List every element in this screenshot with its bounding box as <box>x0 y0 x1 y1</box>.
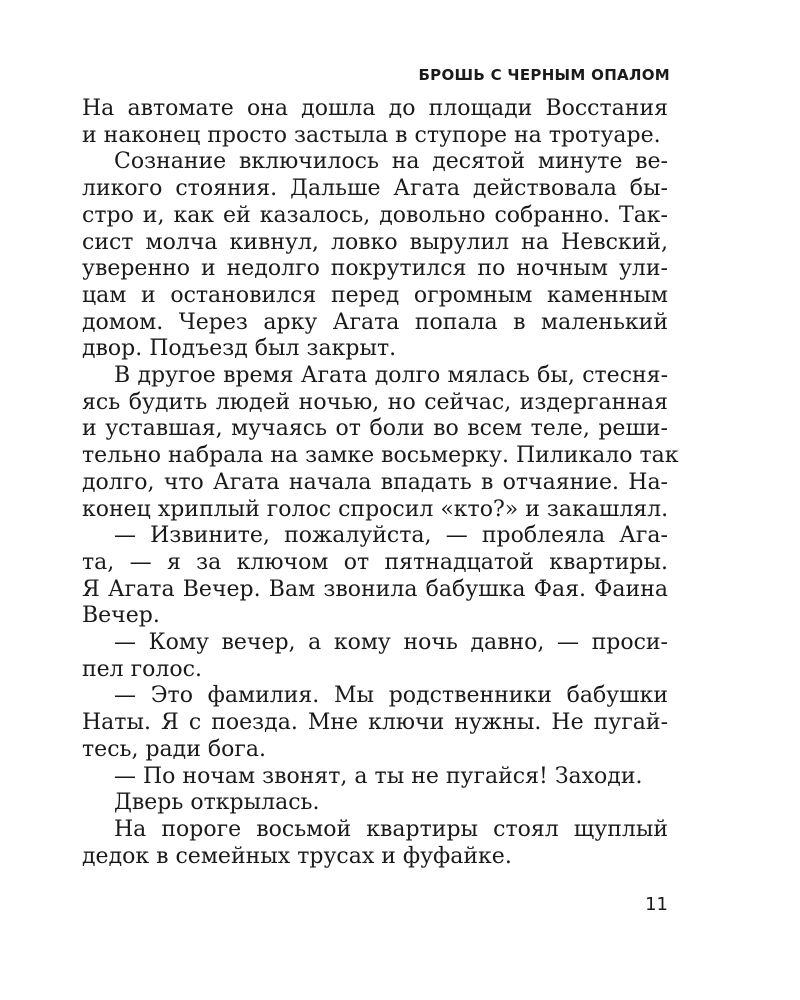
text-line: Сознание включилось на десятой минуте ве- <box>114 149 668 175</box>
text-line: Дверь открылась. <box>114 790 320 816</box>
text-line: и уставшая, мучаясь от боли во всем теле, реши- <box>82 416 668 442</box>
text-line: конец хриплый голос спросил «кто?» и закашлял. <box>82 496 669 522</box>
text-line: уверенно и недолго покрутился по ночным ули- <box>82 256 668 282</box>
text-line: Вечер. <box>82 603 160 629</box>
text-line: — По ночам звонят, а ты не пугайся! Заходи. <box>114 763 643 789</box>
text-line: — Это фамилия. Мы родственники бабушки <box>114 683 668 709</box>
text-line: — Извините, пожалуйста, — проблеяла Ага- <box>114 523 668 549</box>
text-line: домом. Через арку Агата попала в маленький <box>82 309 668 335</box>
text-line: — Кому вечер, а кому ночь давно, — проси- <box>114 630 668 656</box>
text-line: На пороге восьмой квартиры стоял щуплый <box>114 816 668 842</box>
text-line: ясь будить людей ночью, но сейчас, издерганная <box>82 389 668 415</box>
page-number: 11 <box>645 894 668 915</box>
text-line: долго, что Агата начала впадать в отчаяние. На- <box>82 469 668 495</box>
text-line: Наты. Я с поезда. Мне ключи нужны. Не пугай- <box>82 710 668 736</box>
running-head: БРОШЬ С ЧЕРНЫМ ОПАЛОМ <box>418 66 670 84</box>
text-line: двор. Подъезд был закрыт. <box>82 336 397 362</box>
body-text <box>82 96 679 870</box>
text-line: и наконец просто застыла в ступоре на тротуаре. <box>82 122 661 148</box>
text-line: пел голос. <box>82 656 202 682</box>
text-line: ликого стояния. Дальше Агата действовала бы- <box>82 176 668 202</box>
text-line: Я Агата Вечер. Вам звонила бабушка Фая. Фаина <box>82 576 668 602</box>
text-line: тесь, ради бога. <box>82 736 267 762</box>
text-line: та, — я за ключом от пятнадцатой квартиры. <box>82 549 668 575</box>
text-line: тельно набрала на замке восьмерку. Пиликало так <box>82 443 679 469</box>
text-line: В другое время Агата долго мялась бы, стесня- <box>114 363 668 389</box>
text-line: На автомате она дошла до площади Восстания <box>82 96 668 121</box>
text-line: стро и, как ей казалось, довольно собранно. Так- <box>82 202 668 228</box>
text-line: сист молча кивнул, ловко вырулил на Невский, <box>82 229 668 255</box>
text-line: дедок в семейных трусах и фуфайке. <box>82 843 512 869</box>
text-line: цам и остановился перед огромным каменным <box>82 282 668 308</box>
